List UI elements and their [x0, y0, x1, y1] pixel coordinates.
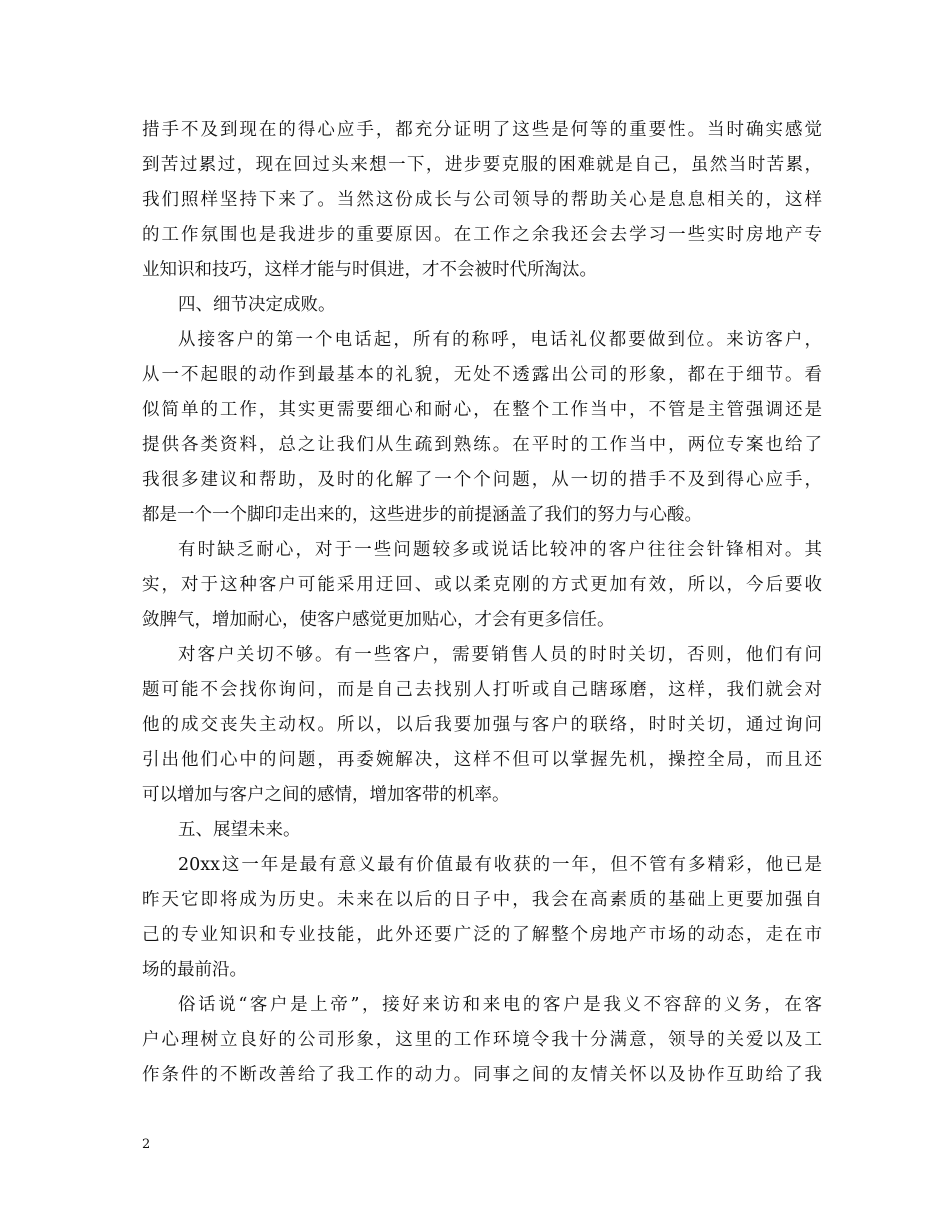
text-line: 作条件的不断改善给了我工作的动力。同事之间的友情关怀以及协作互助给了我: [142, 1065, 822, 1085]
text-line: 敛脾气，增加耐心，使客户感觉更加贴心，才会有更多信任。: [142, 610, 615, 630]
text-line: 的工作氛围也是我进步的重要原因。在工作之余我还会去学习一些实时房地产专: [142, 225, 822, 245]
text-line: 从一不起眼的动作到最基本的礼貌，无处不透露出公司的形象，都在于细节。看: [142, 365, 822, 385]
page-number: 2: [142, 1137, 151, 1152]
text-line: 昨天它即将成为历史。未来在以后的日子中，我会在高素质的基础上更要加强自: [142, 890, 822, 910]
text-line: 有时缺乏耐心，对于一些问题较多或说话比较冲的客户往往会针锋相对。其: [178, 540, 822, 560]
text-line: 似简单的工作，其实更需要细心和耐心，在整个工作当中，不管是主管强调还是: [142, 400, 822, 420]
text-line: 措手不及到现在的得心应手，都充分证明了这些是何等的重要性。当时确实感觉: [142, 120, 822, 140]
text-line: 都是一个一个脚印走出来的，这些进步的前提涵盖了我们的努力与心酸。: [142, 505, 702, 525]
text-line: 从接客户的第一个电话起，所有的称呼，电话礼仪都要做到位。来访客户，: [178, 330, 822, 350]
text-line: 四、细节决定成败。: [178, 295, 336, 315]
text-line: 到苦过累过，现在回过头来想一下，进步要克服的困难就是自己，虽然当时苦累，: [142, 155, 822, 175]
document-body: [142, 113, 822, 1093]
text-line: 我们照样坚持下来了。当然这份成长与公司领导的帮助关心是息息相关的，这样: [142, 190, 822, 210]
text-line: 业知识和技巧，这样才能与时俱进，才不会被时代所淘汰。: [142, 260, 597, 280]
text-line: 俗话说“客户是上帝”，接好来访和来电的客户是我义不容辞的义务，在客: [178, 995, 822, 1015]
text-line: 提供各类资料，总之让我们从生疏到熟练。在平时的工作当中，两位专案也给了: [142, 435, 822, 455]
text-line: 他的成交丧失主动权。所以，以后我要加强与客户的联络，时时关切，通过询问: [142, 715, 822, 735]
text-line: 对客户关切不够。有一些客户，需要销售人员的时时关切，否则，他们有问: [178, 645, 822, 665]
text-line: 我很多建议和帮助，及时的化解了一个个问题，从一切的措手不及到得心应手，: [142, 470, 822, 490]
text-line: 题可能不会找你询问，而是自己去找别人打听或自己瞎琢磨，这样，我们就会对: [142, 680, 822, 700]
text-line: 户心理树立良好的公司形象，这里的工作环境令我十分满意，领导的关爱以及工: [142, 1030, 822, 1050]
text-line: 可以增加与客户之间的感情，增加客带的机率。: [142, 785, 510, 805]
text-line: 引出他们心中的问题，再委婉解决，这样不但可以掌握先机，操控全局，而且还: [142, 750, 822, 770]
text-line: 20xx这一年是最有意义最有价值最有收获的一年，但不管有多精彩，他已是: [178, 855, 822, 875]
text-line: 五、展望未来。: [178, 820, 301, 840]
text-line: 己的专业知识和专业技能，此外还要广泛的了解整个房地产市场的动态，走在市: [142, 925, 822, 945]
text-line: 实，对于这种客户可能采用迂回、或以柔克刚的方式更加有效，所以，今后要收: [142, 575, 822, 595]
text-line: 场的最前沿。: [142, 960, 247, 980]
